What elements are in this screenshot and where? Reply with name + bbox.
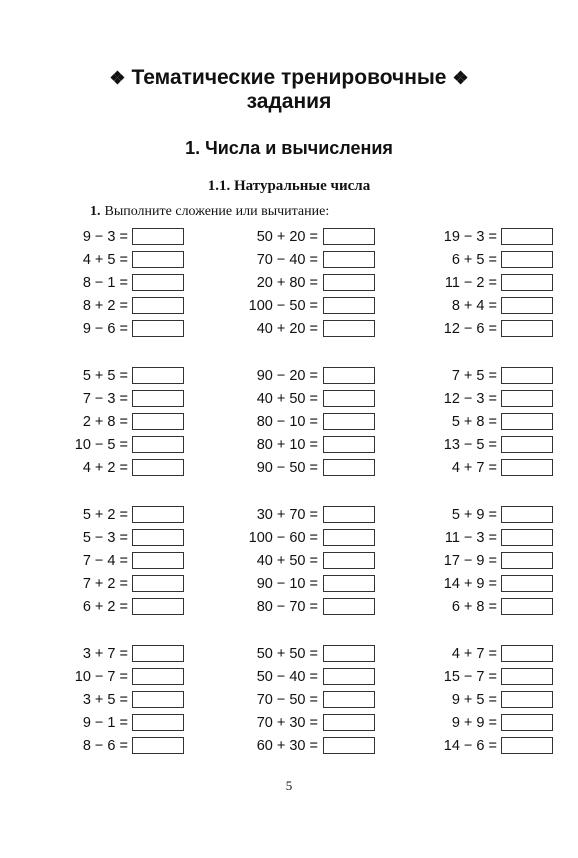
exercise-item: [0, 551, 578, 574]
exercise-expression: 7 + 5 =: [451, 368, 497, 384]
exercise-expression: 40 + 20 =: [256, 321, 318, 337]
exercise-block: [0, 227, 578, 342]
answer-box[interactable]: [501, 251, 553, 268]
exercise-expression: 10 − 7 =: [74, 669, 128, 685]
exercise-item: [0, 435, 578, 458]
exercise-expression: 70 − 40 =: [256, 252, 318, 268]
exercise-expression: 17 − 9 =: [443, 553, 497, 569]
answer-box[interactable]: [501, 598, 553, 615]
exercise-item: [0, 319, 578, 342]
exercise-item: [0, 273, 578, 296]
main-title-line2: задания: [246, 90, 332, 113]
section-title: 1.1. Натуральные числа: [207, 178, 371, 194]
exercise-expression: 7 − 4 =: [82, 553, 128, 569]
exercise-expression: 4 + 7 =: [451, 646, 497, 662]
task-header: [90, 203, 329, 221]
exercise-expression: 70 − 50 =: [256, 692, 318, 708]
exercise-expression: 80 − 70 =: [256, 599, 318, 615]
exercise-expression: 30 + 70 =: [256, 507, 318, 523]
answer-box[interactable]: [501, 737, 553, 754]
exercise-row: [0, 389, 578, 412]
exercise-expression: 9 + 9 =: [451, 715, 497, 731]
exercise-item: [0, 458, 578, 481]
answer-box[interactable]: [501, 274, 553, 291]
exercise-expression: 6 + 8 =: [451, 599, 497, 615]
exercise-item: [0, 597, 578, 620]
exercise-item: [0, 505, 578, 528]
exercise-expression: 60 + 30 =: [256, 738, 318, 754]
answer-box[interactable]: [501, 529, 553, 546]
answer-box[interactable]: [501, 297, 553, 314]
exercise-expression: 12 − 3 =: [443, 391, 497, 407]
main-title-line1: [0, 66, 578, 90]
answer-box[interactable]: [501, 436, 553, 453]
exercise-expression: 7 + 2 =: [82, 576, 128, 592]
exercise-expression: 4 + 5 =: [82, 252, 128, 268]
exercise-expression: 8 − 1 =: [82, 275, 128, 291]
exercise-expression: 6 + 2 =: [82, 599, 128, 615]
exercise-expression: 19 − 3 =: [443, 229, 497, 245]
exercise-expression: 5 + 9 =: [451, 507, 497, 523]
answer-box[interactable]: [501, 691, 553, 708]
exercise-row: [0, 435, 578, 458]
exercise-expression: 14 + 9 =: [443, 576, 497, 592]
exercise-expression: 15 − 7 =: [443, 669, 497, 685]
main-title-text: Тематические тренировочные: [131, 66, 447, 89]
diamond-icon: ❖: [452, 68, 469, 88]
exercise-expression: 5 − 3 =: [82, 530, 128, 546]
exercise-item: [0, 574, 578, 597]
exercise-expression: 70 + 30 =: [256, 715, 318, 731]
exercise-block: [0, 366, 578, 481]
exercise-expression: 9 + 5 =: [451, 692, 497, 708]
exercise-expression: 10 − 5 =: [74, 437, 128, 453]
exercise-row: [0, 597, 578, 620]
exercise-row: [0, 528, 578, 551]
exercise-expression: 13 − 5 =: [443, 437, 497, 453]
exercise-item: [0, 528, 578, 551]
answer-box[interactable]: [501, 575, 553, 592]
exercise-expression: 20 + 80 =: [256, 275, 318, 291]
exercise-expression: 90 − 50 =: [256, 460, 318, 476]
exercise-item: [0, 690, 578, 713]
exercise-expression: 80 + 10 =: [256, 437, 318, 453]
exercise-row: [0, 250, 578, 273]
exercise-item: [0, 227, 578, 250]
exercise-expression: 2 + 8 =: [82, 414, 128, 430]
main-title: [0, 66, 578, 114]
exercise-row: [0, 412, 578, 435]
exercise-expression: 9 − 3 =: [82, 229, 128, 245]
exercise-expression: 4 + 7 =: [451, 460, 497, 476]
exercise-block: [0, 644, 578, 759]
exercise-row: [0, 667, 578, 690]
exercise-expression: 100 − 60 =: [248, 530, 318, 546]
exercise-item: [0, 389, 578, 412]
page-number: 5: [285, 778, 293, 793]
exercise-row: [0, 574, 578, 597]
exercise-row: [0, 366, 578, 389]
exercise-item: [0, 713, 578, 736]
exercise-expression: 12 − 6 =: [443, 321, 497, 337]
exercise-expression: 9 − 6 =: [82, 321, 128, 337]
exercise-expression: 8 + 4 =: [451, 298, 497, 314]
exercise-row: [0, 690, 578, 713]
exercise-expression: 40 + 50 =: [256, 391, 318, 407]
answer-box[interactable]: [501, 645, 553, 662]
exercise-item: [0, 667, 578, 690]
exercise-expression: 5 + 2 =: [82, 507, 128, 523]
exercise-block: [0, 505, 578, 620]
exercise-expression: 3 + 7 =: [82, 646, 128, 662]
exercise-item: [0, 644, 578, 667]
answer-box[interactable]: [501, 228, 553, 245]
exercise-expression: 8 + 2 =: [82, 298, 128, 314]
exercise-expression: 80 − 10 =: [256, 414, 318, 430]
exercise-item: [0, 250, 578, 273]
exercise-row: [0, 227, 578, 250]
exercise-expression: 50 + 20 =: [256, 229, 318, 245]
exercise-item: [0, 736, 578, 759]
exercise-row: [0, 505, 578, 528]
exercise-expression: 11 − 2 =: [444, 275, 497, 291]
exercise-expression: 100 − 50 =: [248, 298, 318, 314]
exercise-row: [0, 551, 578, 574]
exercise-item: [0, 412, 578, 435]
answer-box[interactable]: [501, 714, 553, 731]
exercise-expression: 50 + 50 =: [256, 646, 318, 662]
diamond-icon: ❖: [109, 68, 126, 88]
exercise-expression: 90 − 20 =: [256, 368, 318, 384]
answer-box[interactable]: [501, 459, 553, 476]
exercise-expression: 4 + 2 =: [82, 460, 128, 476]
chapter-title: 1. Числа и вычисления: [185, 138, 393, 158]
exercise-expression: 90 − 10 =: [256, 576, 318, 592]
answer-box[interactable]: [501, 506, 553, 523]
exercise-row: [0, 713, 578, 736]
task-text: Выполните сложение или вычитание:: [104, 204, 330, 219]
answer-box[interactable]: [501, 413, 553, 430]
exercise-expression: 3 + 5 =: [82, 692, 128, 708]
exercise-expression: 50 − 40 =: [256, 669, 318, 685]
exercise-expression: 8 − 6 =: [82, 738, 128, 754]
exercise-expression: 9 − 1 =: [82, 715, 128, 731]
exercise-expression: 40 + 50 =: [256, 553, 318, 569]
exercise-expression: 5 + 5 =: [82, 368, 128, 384]
exercise-row: [0, 273, 578, 296]
exercise-row: [0, 319, 578, 342]
answer-box[interactable]: [501, 668, 553, 685]
answer-box[interactable]: [501, 552, 553, 569]
answer-box[interactable]: [501, 320, 553, 337]
exercise-row: [0, 644, 578, 667]
exercise-expression: 6 + 5 =: [451, 252, 497, 268]
exercise-expression: 7 − 3 =: [82, 391, 128, 407]
exercise-item: [0, 366, 578, 389]
exercise-expression: 11 − 3 =: [444, 530, 497, 546]
exercise-row: [0, 736, 578, 759]
answer-box[interactable]: [501, 390, 553, 407]
exercise-row: [0, 296, 578, 319]
task-number: 1.: [90, 204, 101, 219]
exercise-item: [0, 296, 578, 319]
exercise-expression: 5 + 8 =: [451, 414, 497, 430]
exercise-row: [0, 458, 578, 481]
answer-box[interactable]: [501, 367, 553, 384]
exercise-expression: 14 − 6 =: [443, 738, 497, 754]
